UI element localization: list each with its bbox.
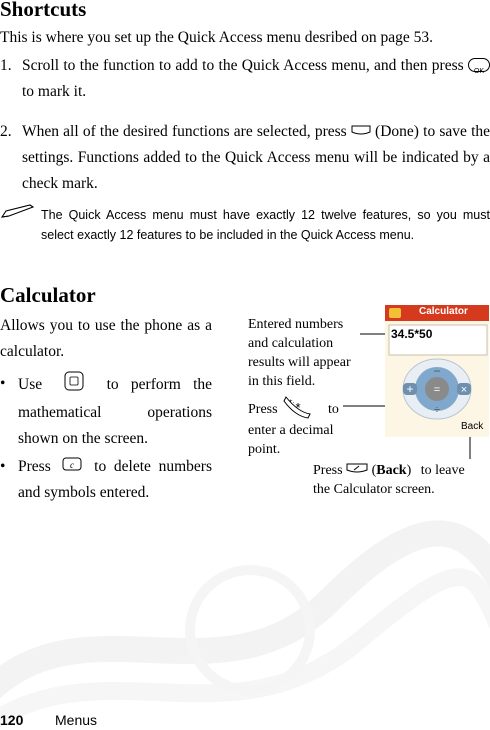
back-softkey-label[interactable]: Back — [461, 421, 484, 432]
callout-decimal-rest: enter a decimal point. — [248, 423, 334, 457]
background-swirl — [0, 470, 490, 730]
step-1-text — [22, 53, 490, 105]
step-1-before: Scroll to the function to add to the Quick Access menu, and then press — [22, 57, 464, 74]
clear-key-icon — [62, 454, 82, 480]
calculator-intro: Allows you to use the phone as a calculator. — [0, 317, 212, 360]
svg-text:OK: OK — [473, 68, 485, 76]
note-text: The Quick Access menu must have exactly 12 twelve features, so you must select exactly 12 features to be included in the Quick Access menu. — [41, 208, 490, 242]
bullet-2-text — [18, 454, 212, 506]
bullet-1-dot: • — [0, 375, 6, 392]
back-softkey-icon — [346, 461, 368, 480]
pencil-note-icon — [0, 201, 36, 221]
step-2-number: 2. — [0, 123, 12, 140]
step-2-text: When all of the desired functions are selected, press (Done) to save the settings. Functions added to the Quick Access menu will be indicated by a check mark. — [22, 119, 490, 197]
svg-text:−: − — [433, 364, 441, 378]
callout-back: Press (Back) to leave — [313, 461, 485, 480]
svg-text:c: c — [70, 460, 75, 471]
svg-text:+: + — [406, 382, 414, 396]
step-2-before: When all of the desired functions are selected, press — [22, 123, 347, 140]
svg-text:×: × — [460, 384, 468, 396]
page-number: 120 — [0, 712, 24, 728]
section-title-calculator: Calculator — [0, 283, 96, 307]
bullet-1-after: to perform the mathematical operations shown on the screen. — [18, 376, 213, 447]
star-key-icon — [283, 394, 313, 420]
svg-text:=: = — [433, 384, 441, 396]
callout-back-rest: the Calculator screen. — [313, 482, 435, 497]
bullet-2-before: Press — [18, 458, 51, 475]
bullet-1-text — [18, 371, 212, 452]
callout-back-press: Press — [313, 463, 343, 478]
step-1-after: to mark it. — [22, 83, 87, 100]
section-title-shortcuts: Shortcuts — [0, 0, 87, 21]
callout-decimal-to: to — [328, 402, 339, 417]
bullet-2-after: to delete numbers and symbols entered. — [18, 458, 212, 502]
svg-text:*: * — [295, 400, 301, 415]
step-1-number: 1. — [0, 57, 12, 74]
svg-text:+.: +. — [289, 399, 295, 405]
nav-key-icon — [64, 371, 84, 400]
footer-section: Menus — [55, 712, 98, 728]
shortcuts-intro: This is where you set up the Quick Access menu desribed on page 53. — [0, 29, 434, 46]
svg-text:÷: ÷ — [433, 404, 441, 416]
callout-back-to: to leave — [420, 463, 465, 478]
calculator-screen — [385, 305, 489, 437]
callout-back-label: Back — [376, 463, 407, 478]
ok-key-icon — [468, 58, 490, 76]
calculator-screen-title: Calculator — [419, 306, 468, 317]
right-softkey-icon — [351, 119, 371, 145]
step-2-after: to save the settings. Functions added to the Quick Access menu will be indicated by a check mark. — [22, 123, 490, 193]
bullet-2-dot: • — [0, 458, 6, 475]
callout-entered-field: Entered numbers and calculation results will appear in this field. — [248, 317, 351, 389]
bullet-1-before: Use — [18, 376, 43, 394]
calculator-display: 34.5*50 — [391, 327, 433, 341]
done-key-label: Done — [380, 123, 414, 140]
callout-decimal-press: Press — [248, 402, 278, 417]
